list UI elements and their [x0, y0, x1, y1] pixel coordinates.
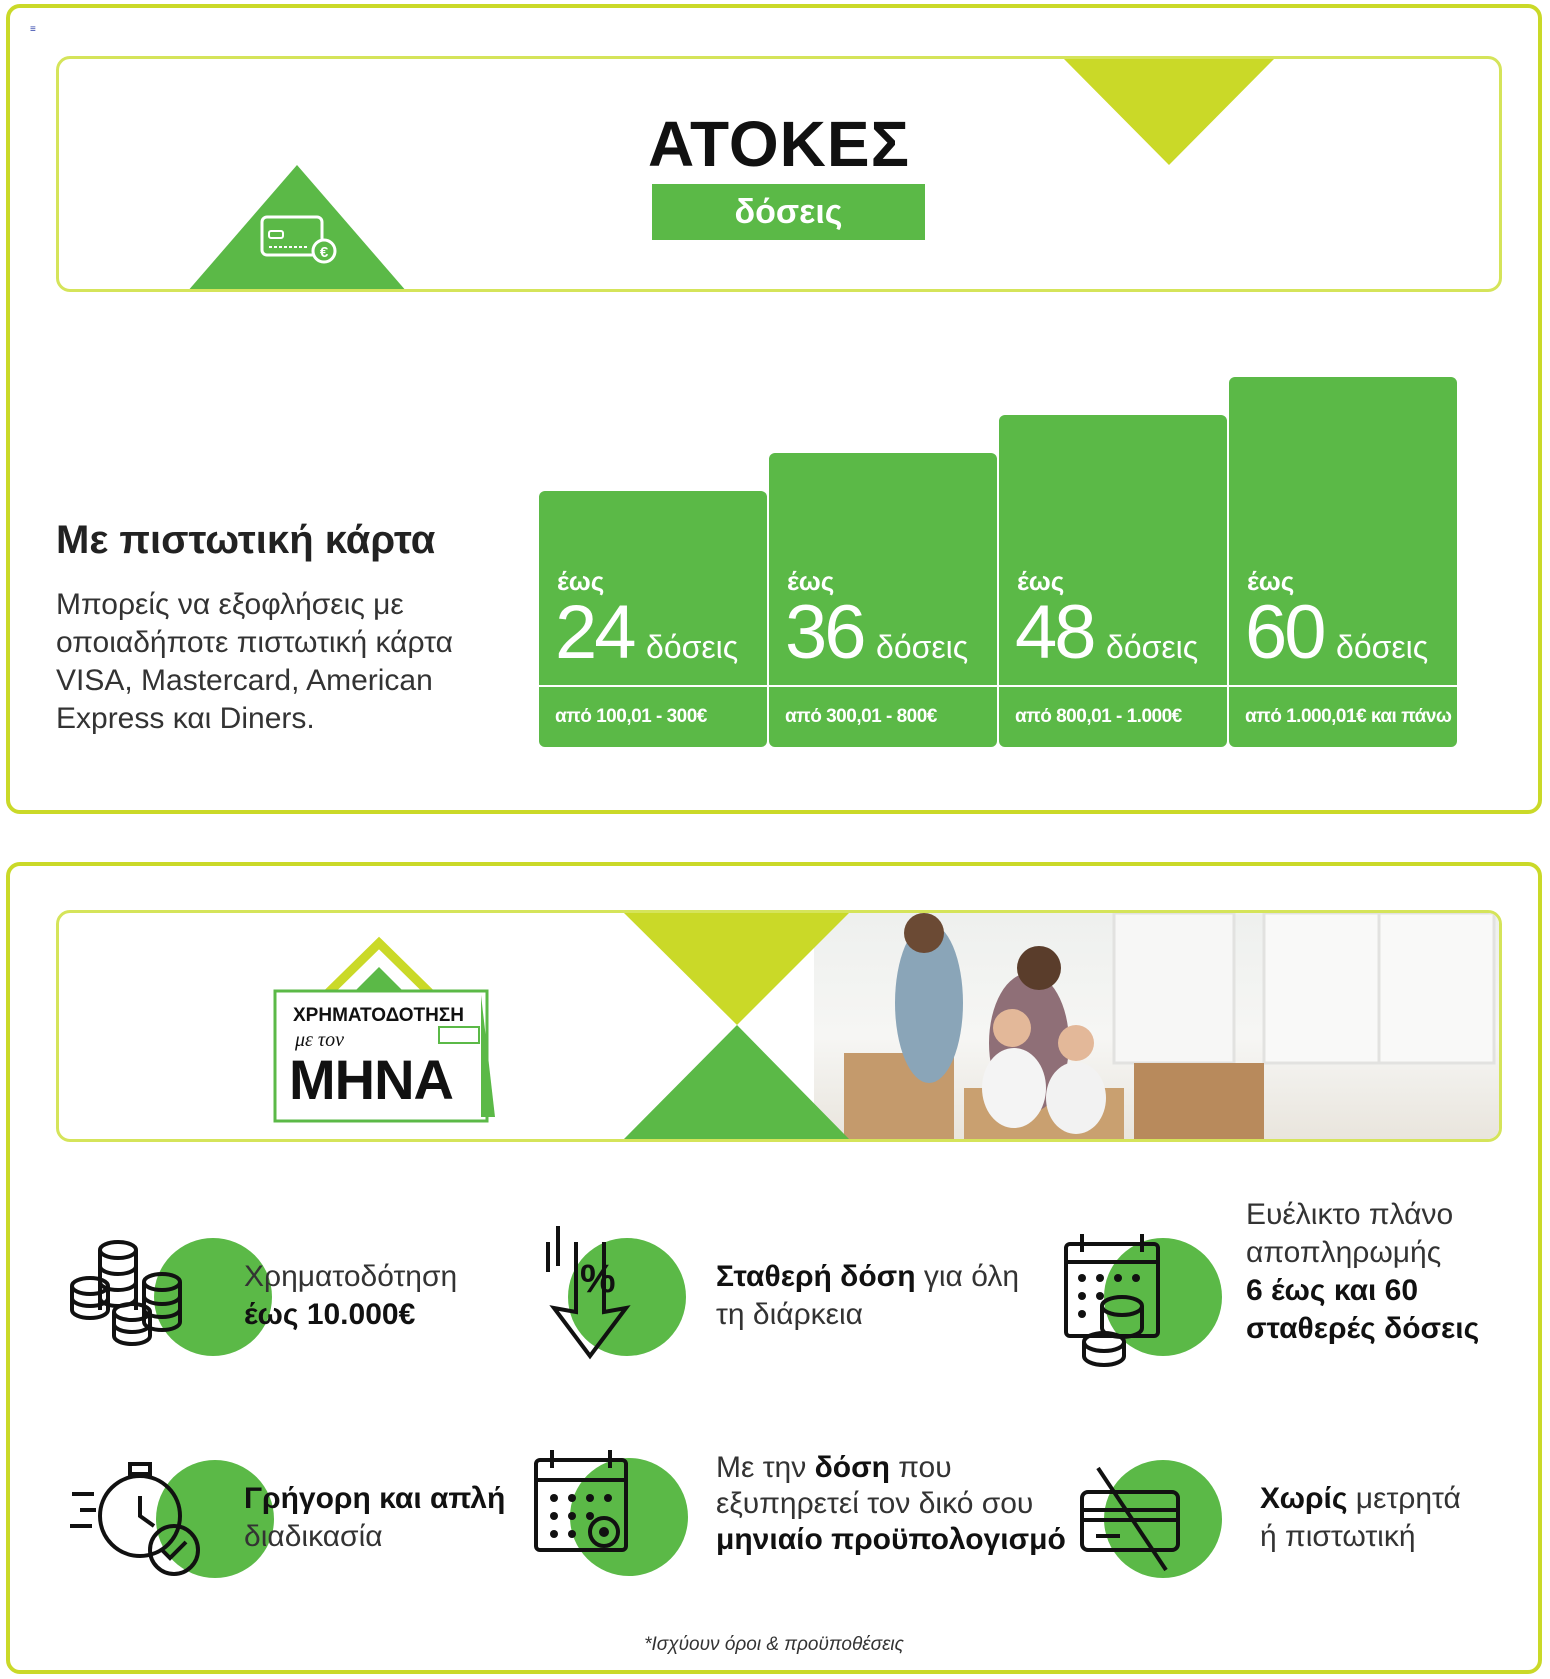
tile-range: από 1.000,01€ και πάνω: [1229, 685, 1457, 747]
coins-stack-icon: [66, 1236, 206, 1366]
feature-line: έως 10.000€: [244, 1298, 416, 1331]
svg-text:€: €: [319, 244, 329, 261]
interest-free-banner: [56, 56, 1502, 292]
tile-unit: δόσεις: [1336, 629, 1429, 665]
feature-line: τη διάρκεια: [716, 1298, 864, 1331]
feature-line: ή πιστωτική: [1260, 1520, 1416, 1553]
feature-line: 6 έως και 60: [1246, 1274, 1419, 1307]
logo-line-2: με τον: [295, 1029, 344, 1051]
tile-prefix: έως: [1247, 566, 1295, 596]
description-line: Μπορείς να εξοφλήσεις με: [56, 588, 404, 621]
feature-line: Χρηματοδότηση: [244, 1260, 458, 1293]
percent-down-arrow-icon: [540, 1222, 680, 1362]
feature-line: διαδικασία: [244, 1520, 383, 1553]
feature-line: μηνιαίο προϋπολογισμό: [716, 1523, 1066, 1556]
feature-flexible-plan: [1060, 1196, 1520, 1366]
installment-tile-36: [769, 453, 997, 747]
installment-tile-48: [999, 415, 1227, 747]
tile-unit: δόσεις: [876, 629, 969, 665]
monthly-financing-panel: [6, 862, 1542, 1674]
tile-unit: δόσεις: [646, 629, 739, 665]
tile-number: 24: [555, 590, 634, 675]
calendar-target-icon: [530, 1446, 680, 1596]
menu-icon[interactable]: ≡: [30, 24, 36, 35]
tile-prefix: έως: [787, 566, 835, 596]
tile-range: από 300,01 - 800€: [769, 685, 997, 747]
tile-unit: δόσεις: [1106, 629, 1199, 665]
page-title: ΑΤΟΚΕΣ: [648, 108, 910, 180]
feature-line: εξυπηρετεί τον δικό σου: [716, 1487, 1034, 1520]
feature-financing-amount: [66, 1236, 486, 1366]
feature-no-cash: [1080, 1446, 1520, 1596]
installments-tag: δόσεις: [652, 184, 925, 240]
card-crossed-icon: [1080, 1446, 1230, 1596]
monthly-financing-banner: [56, 910, 1502, 1142]
stopwatch-check-icon: [66, 1446, 216, 1586]
calendar-coins-icon: [1060, 1196, 1210, 1366]
credit-card-heading: Με πιστωτική κάρτα: [56, 518, 436, 562]
tile-range: από 100,01 - 300€: [539, 685, 767, 747]
feature-line: Γρήγορη και απλή: [244, 1482, 506, 1515]
feature-line: Χωρίς μετρητά: [1260, 1482, 1461, 1515]
tile-number: 48: [1015, 590, 1094, 675]
tile-prefix: έως: [557, 566, 605, 596]
installment-tile-60: [1229, 377, 1457, 747]
description-line: VISA, Mastercard, American: [56, 664, 433, 697]
feature-line: αποπληρωμής: [1246, 1236, 1442, 1269]
monthly-financing-logo: [269, 935, 509, 1125]
feature-line: Με την δόση που: [716, 1451, 952, 1484]
logo-line-1: ΧΡΗΜΑΤΟΔΟΤΗΣΗ: [293, 1005, 464, 1026]
tile-number: 36: [785, 590, 864, 675]
feature-quick-process: [66, 1446, 526, 1586]
description-line: οποιαδήποτε πιστωτική κάρτα: [56, 626, 453, 659]
svg-text:%: %: [580, 1257, 616, 1301]
feature-line: Σταθερή δόση για όλη: [716, 1260, 1020, 1293]
installment-tile-24: [539, 491, 767, 747]
logo-line-3: ΜΗΝΑ: [289, 1048, 453, 1111]
installments-panel: [6, 4, 1542, 814]
terms-footnote: *Ισχύουν όροι & προϋποθέσεις: [644, 1634, 904, 1655]
credit-card-description: [56, 586, 496, 738]
feature-monthly-budget: [530, 1446, 1066, 1596]
feature-line: σταθερές δόσεις: [1246, 1312, 1480, 1345]
tile-number: 60: [1245, 590, 1324, 675]
description-line: Express και Diners.: [56, 702, 315, 735]
tile-prefix: έως: [1017, 566, 1065, 596]
feature-line: Ευέλικτο πλάνο: [1246, 1198, 1454, 1231]
tile-range: από 800,01 - 1.000€: [999, 685, 1227, 747]
feature-fixed-installment: [540, 1236, 1020, 1376]
